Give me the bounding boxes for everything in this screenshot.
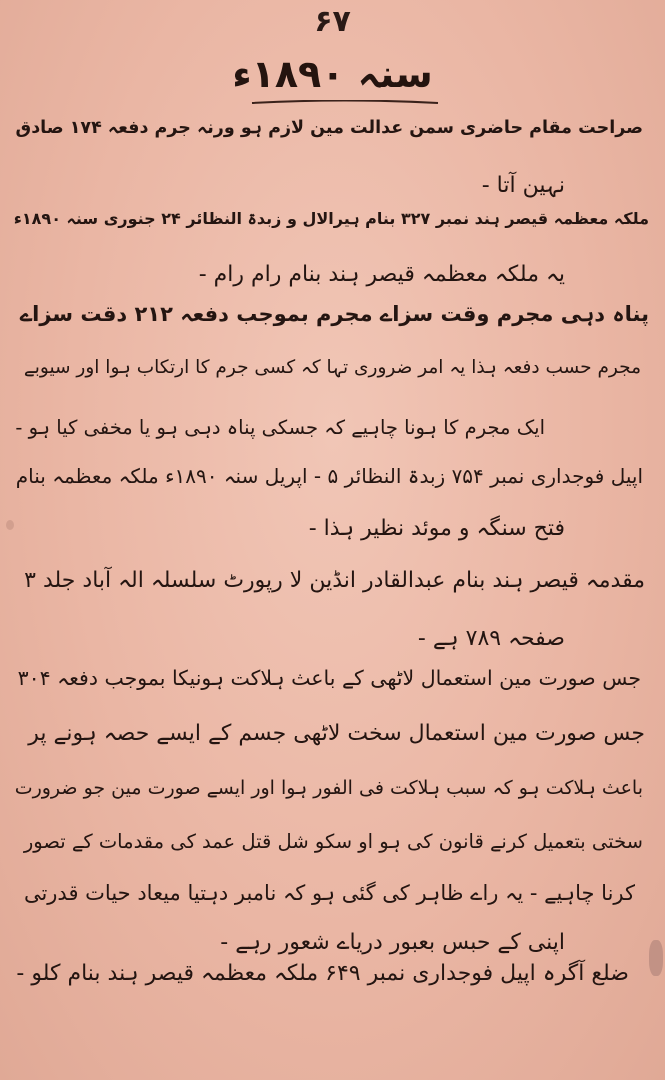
text-line: اپیل فوجداری نمبر ۷۵۴ زبدۃ النظائر ۵ - اپریل سنہ ۱۸۹۰ء ملکہ معظمہ بنام [15,464,643,488]
text-line: صفحہ ۷۸۹ ہے - [417,626,565,651]
paper-stain [6,520,14,530]
page-number: ۶۷ [314,4,351,39]
paper-stain [649,940,663,976]
text-line: ملکہ معظمہ قیصر ہند نمبر ۳۲۷ بنام ہیرالال و زبدۃ النظائر ۲۴ جنوری سنہ ۱۸۹۰ء [13,209,649,228]
text-line: یہ ملکہ معظمہ قیصر ہند بنام رام رام - [198,262,565,287]
year-heading: سنہ ۱۸۹۰ء [232,52,433,96]
heading-flourish-icon [250,100,440,106]
text-line: ایک مجرم کا ہونا چاہیے کہ جسکی پناہ دہی ہو یا مخفی کیا ہو - [15,416,545,439]
text-line: صراحت مقام حاضری سمن عدالت مین لازم ہو ورنہ جرم دفعہ ۱۷۴ صادق [15,118,643,138]
text-line: باعث ہلاکت ہو کہ سبب ہلاکت فی الفور ہوا اور ایسے صورت مین جو ضرورت [14,777,643,799]
text-line: سختی بتعمیل کرنے قانون کی ہو او سکو شل قتل عمد کی مقدمات کے تصور [23,830,643,853]
text-line: کرنا چاہیے - یہ راے ظاہر کی گئی ہو کہ نامبر دہتیا میعاد حیات قدرتی [23,881,635,905]
text-line: اپنی کے حبس بعبور دریاے شعور رہے - [220,930,565,955]
text-line: نہین آتا - [481,173,565,198]
text-line: مقدمہ قیصر ہند بنام عبدالقادر انڈین لا رپورٹ سلسلہ الہ آباد جلد ۳ [24,568,645,593]
text-line: فتح سنگہ و موئد نظیر ہذا - [308,516,565,541]
text-line: ضلع آگرہ اپیل فوجداری نمبر ۶۴۹ ملکہ معظمہ قیصر ہند بنام کلو - [16,961,629,986]
text-line: مجرم حسب دفعہ ہذا یہ امر ضروری تہا کہ کسی جرم کا ارتکاب ہوا اور سیوبے [23,357,641,378]
text-line: پناہ دہی مجرم وقت سزاے مجرم بموجب دفعہ ۲۱۲ دقت سزاے [19,302,649,326]
text-line: جس صورت مین استعمال لاٹھی کے باعث ہلاکت ہونیکا بموجب دفعہ ۳۰۴ [17,666,641,690]
text-line: جس صورت مین استعمال سخت لاٹھی جسم کے ایسے حصہ ہونے پر [28,721,645,746]
